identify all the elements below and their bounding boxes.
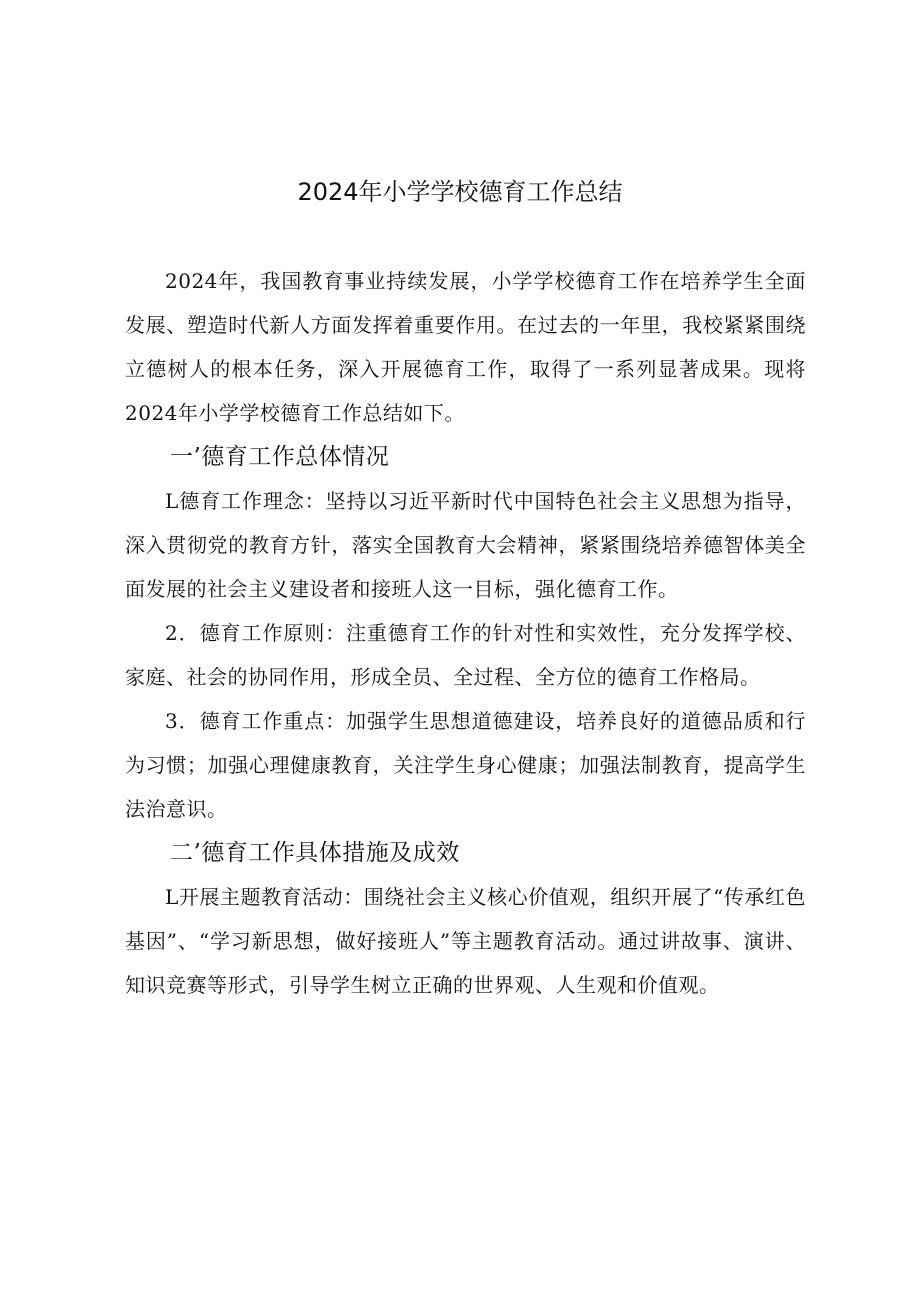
- section-1-heading: 一’德育工作总体情况: [170, 444, 390, 470]
- intro-paragraph: 2024年，我国教育事业持续发展，小学学校德育工作在培养学生全面发展、塑造时代新人方面发挥着重要作用。在过去的一年里，我校紧紧围绕立德树人的根本任务，深入开展德育工作，取得了一系列显著成果。现将2024年小学学校德育工作总结如下。: [125, 269, 806, 425]
- section-2-heading: 二’德育工作具体措施及成效: [170, 840, 460, 866]
- section-1-item-2: 2．德育工作原则：注重德育工作的针对性和实效性，充分发挥学校、家庭、社会的协同作用，形成全员、全过程、全方位的德育工作格局。: [125, 621, 806, 689]
- document-body: [125, 259, 806, 1007]
- section-1-item-1: L德育工作理念：坚持以习近平新时代中国特色社会主义思想为指导，深入贯彻党的教育方针，落实全国教育大会精神，紧紧围绕培养德智体美全面发展的社会主义建设者和接班人这一目标，强化德育工作。: [125, 489, 806, 601]
- document-title: 2024年小学学校德育工作总结: [297, 178, 623, 206]
- section-1-item-3: 3．德育工作重点：加强学生思想道德建设，培养良好的道德品质和行为习惯；加强心理健康教育，关注学生身心健康；加强法制教育，提高学生法治意识。: [125, 709, 806, 821]
- section-2-item-1: L开展主题教育活动：围绕社会主义核心价值观，组织开展了“传承红色基因”、“学习新思想，做好接班人”等主题教育活动。通过讲故事、演讲、知识竞赛等形式，引导学生树立正确的世界观、人生观和价值观。: [125, 885, 806, 997]
